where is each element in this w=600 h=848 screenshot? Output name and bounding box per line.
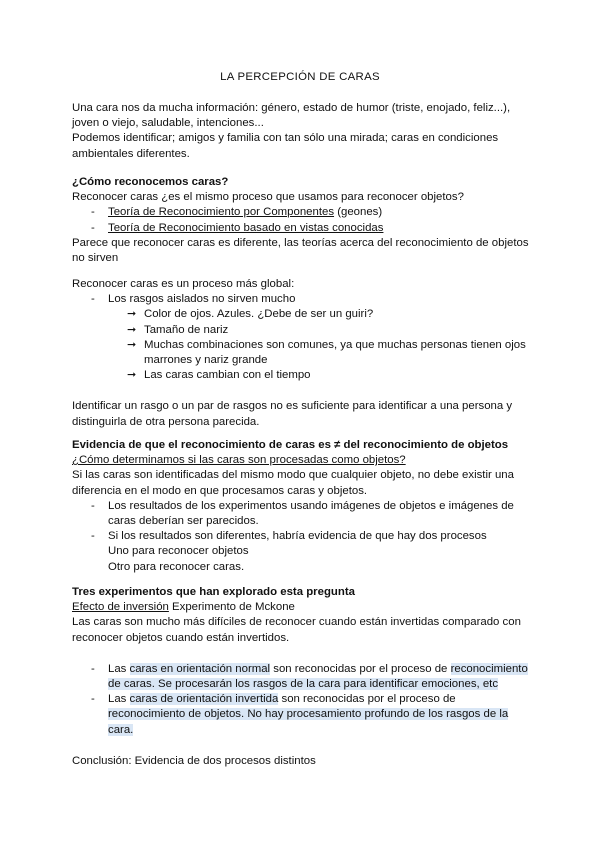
feature-sublist [72, 307, 532, 383]
text-run: son reconocidas por el proceso de [278, 693, 456, 706]
paragraph: Si las caras son identificadas del mismo modo que cualquier objeto, no debe existir una diferencia en el modo en que procesamos caras y objetos. [72, 469, 514, 497]
question-link[interactable]: ¿Cómo determinamos si las caras son procesadas como objetos? [72, 454, 406, 467]
highlight: reconocimiento de objetos [108, 708, 241, 721]
conclusion: Conclusión: Evidencia de dos procesos distintos [72, 754, 316, 767]
text-run: Las [108, 662, 130, 675]
highlight: caras de orientación invertida [129, 693, 279, 706]
feature-list [72, 292, 532, 307]
sublist-item: ➞ Tamaño de nariz [72, 323, 532, 338]
intro-paragraph-1: Una cara nos da mucha información: género, estado de humor (triste, enojado, feliz...), joven o viejo, saludable, intenciones... [72, 102, 511, 130]
section-heading: ¿Cómo reconocemos caras? [72, 176, 229, 188]
highlight: caras en orientación normal [129, 662, 271, 675]
paragraph: Reconocer caras ¿es el mismo proceso que usamos para reconocer objetos? [72, 191, 464, 204]
list-item [72, 662, 532, 692]
list-item: - Los resultados de los experimentos usando imágenes de objetos e imágenes de caras deberían ser parecidos. [72, 499, 532, 529]
theory-list [72, 205, 532, 235]
sublist-item: ➞ Muchas combinaciones son comunes, ya que muchas personas tienen ojos marrones y nariz grande [72, 338, 532, 368]
paragraph: Reconocer caras es un proceso más global: [72, 278, 295, 290]
theory-link[interactable]: Teoría de Reconocimiento por Componentes [108, 206, 335, 219]
experiment-list [72, 662, 532, 738]
section-heading: Evidencia de que el reconocimiento de caras es ≠ del reconocimiento de objetos [72, 439, 509, 451]
highlight: . Se procesarán los rasgos de la cara para identificar emociones, etc [151, 678, 499, 691]
section-heading: Tres experimentos que han explorado esta pregunta [72, 586, 355, 598]
section-experiments [72, 585, 532, 769]
section-how-recognize [72, 175, 532, 266]
list-item: - Los rasgos aislados no sirven mucho [72, 292, 532, 307]
highlight: reconocimiento de caras [108, 662, 528, 691]
list-continuation: Otro para reconocer caras. [108, 560, 245, 573]
paragraph: Parece que reconocer caras es diferente, las teorías acerca del reconocimiento de objetos no sirven [72, 236, 529, 265]
list-item [72, 205, 532, 220]
section-evidence [72, 438, 532, 575]
sublist-item: ➞ Color de ojos. Azules. ¿Debe de ser un guiri? [72, 307, 532, 322]
highlight: . No hay procesamiento profundo de los rasgos de la cara. [108, 708, 509, 736]
text-run: son reconocidas por el proceso de [270, 662, 451, 675]
section-global-process [72, 277, 532, 430]
intro-paragraph-2: Podemos identificar; amigos y familia con tan sólo una mirada; caras en condiciones ambientales diferentes. [72, 132, 499, 160]
sublist-item: ➞ Las caras cambian con el tiempo [72, 368, 532, 383]
inversion-effect-link[interactable]: Efecto de inversión [72, 601, 169, 614]
list-item: - Si los resultados son diferentes, habría evidencia de que hay dos procesos [72, 529, 532, 544]
paragraph: Las caras son mucho más difíciles de reconocer cuando están invertidas comparado con reconocer objetos cuando están invertidos. [72, 616, 521, 644]
intro [72, 101, 532, 162]
paragraph: Identificar un rasgo o un par de rasgos no es suficiente para identificar a una persona y distinguirla de otra persona parecida. [72, 400, 513, 428]
theory-link[interactable]: Teoría de Reconocimiento basado en vistas conocidas [108, 221, 384, 234]
page-title: LA PERCEPCIÓN DE CARAS [220, 71, 380, 83]
list-item-text: (geones) [334, 206, 383, 219]
list-item [72, 221, 532, 236]
list-continuation: Uno para reconocer objetos [108, 545, 249, 558]
list-item [72, 692, 532, 738]
evidence-list [72, 499, 532, 545]
subheading [72, 600, 532, 615]
subheading-text: Experimento de Mckone [168, 601, 295, 614]
text-run: Las [108, 693, 130, 706]
